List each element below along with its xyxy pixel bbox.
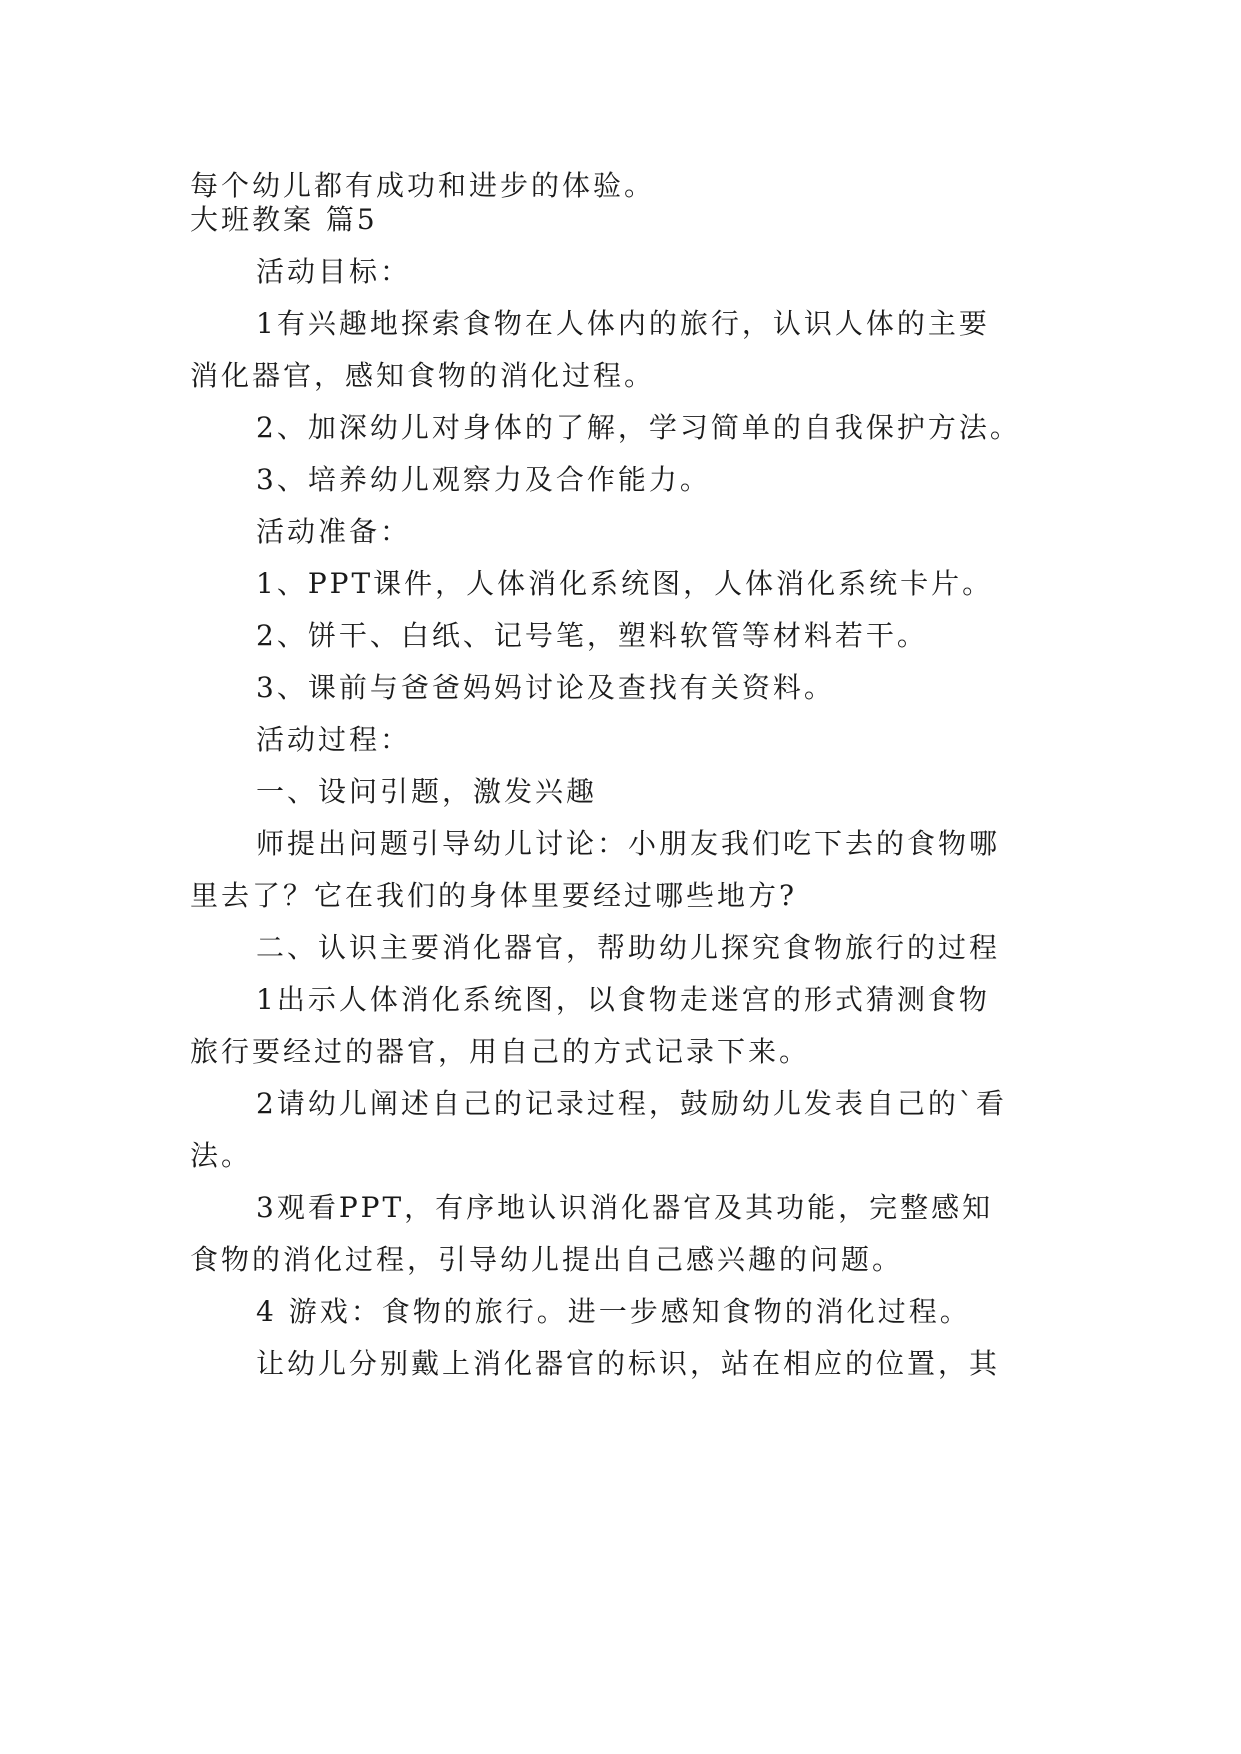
text-line: 食物的消化过程，引导幼儿提出自己感兴趣的问题。 bbox=[190, 1243, 904, 1276]
subheading-goals: 活动目标： bbox=[256, 255, 412, 288]
text-line: 法。 bbox=[190, 1139, 253, 1172]
text-line: 师提出问题引导幼儿讨论：小朋友我们吃下去的食物哪 bbox=[256, 827, 1001, 860]
text-line: 一、设问引题，激发兴趣 bbox=[256, 775, 598, 808]
text-line: 二、认识主要消化器官，帮助幼儿探究食物旅行的过程 bbox=[256, 931, 1001, 964]
subheading-preparation: 活动准备： bbox=[256, 515, 412, 548]
text-line: 2请幼儿阐述自己的记录过程，鼓励幼儿发表自己的`看 bbox=[256, 1087, 1007, 1120]
text-line: 2、加深幼儿对身体的了解，学习简单的自我保护方法。 bbox=[256, 411, 1021, 444]
text-line: 旅行要经过的器官，用自己的方式记录下来。 bbox=[190, 1035, 811, 1068]
text-line: 让幼儿分别戴上消化器官的标识，站在相应的位置，其 bbox=[256, 1347, 1001, 1380]
text-line: 里去了？它在我们的身体里要经过哪些地方? bbox=[190, 879, 798, 912]
text-line: 3、培养幼儿观察力及合作能力。 bbox=[256, 463, 711, 496]
text-line: 消化器官，感知食物的消化过程。 bbox=[190, 359, 656, 392]
text-line: 1出示人体消化系统图，以食物走迷宫的形式猜测食物 bbox=[256, 983, 990, 1016]
text-line: 每个幼儿都有成功和进步的体验。 bbox=[190, 169, 656, 202]
text-line: 2、饼干、白纸、记号笔，塑料软管等材料若干。 bbox=[256, 619, 928, 652]
text-line: 1有兴趣地探索食物在人体内的旅行，认识人体的主要 bbox=[256, 307, 990, 340]
text-line: 4 游戏：食物的旅行。进一步感知食物的消化过程。 bbox=[256, 1295, 971, 1328]
subheading-process: 活动过程： bbox=[256, 723, 412, 756]
text-line: 1、PPT课件，人体消化系统图，人体消化系统卡片。 bbox=[256, 567, 994, 600]
text-line: 3、课前与爸爸妈妈讨论及查找有关资料。 bbox=[256, 671, 835, 704]
section-heading: 大班教案 篇5 bbox=[190, 203, 378, 236]
text-line: 3观看PPT，有序地认识消化器官及其功能，完整感知 bbox=[256, 1191, 994, 1224]
